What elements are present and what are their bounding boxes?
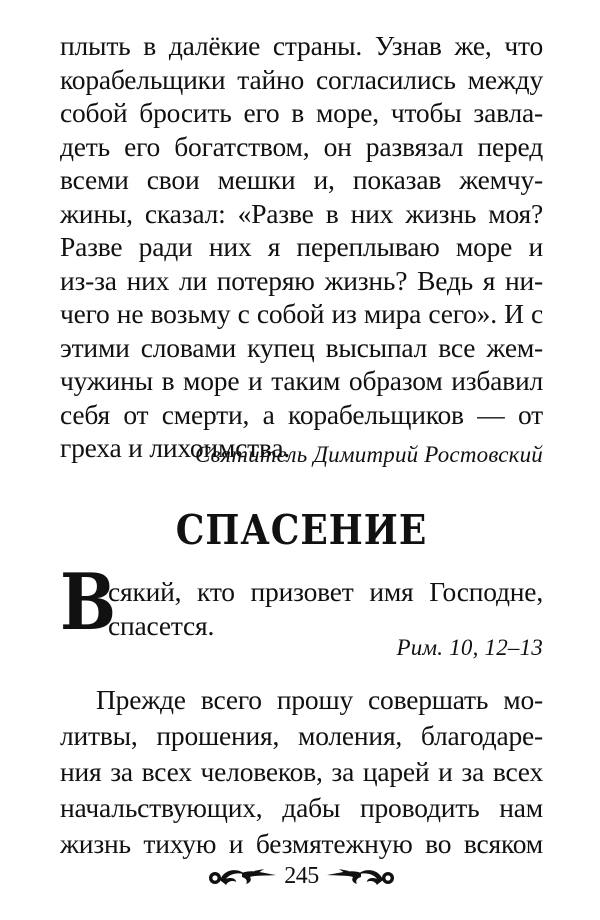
scroll-ornament-left-icon (206, 863, 278, 889)
text-line: Разве ради них я переплываю море и (60, 231, 543, 262)
text-line: этими словами купец высыпал все жем- (60, 331, 543, 363)
text-line: начальствующих, дабы проводить нам (60, 792, 543, 823)
text-line: из-за них ли потеряю жизнь? Ведь я ни- (60, 264, 543, 296)
text-line: жины, сказал: «Разве в них жизнь моя? (60, 197, 543, 229)
epigraph-line: спасется. (108, 610, 215, 641)
drop-cap: В (60, 557, 117, 648)
text-line: себя от смерти, а корабельщиков — от (60, 398, 543, 430)
text-line: греха и лихоимства. (60, 432, 291, 463)
chapter-heading: СПАСЕНИЕ (175, 505, 428, 555)
text-line: литвы, прошения, моления, благодаре- (60, 720, 543, 751)
author-attribution: Святитель Димитрий Ростовский (195, 442, 543, 467)
epigraph-line: сякий, кто призовет имя Господне, (108, 576, 543, 607)
text-line: жизнь тихую и безмятежную во всяком (60, 828, 543, 859)
text-line: корабельщики тайно согласились между (60, 63, 543, 95)
page-number: 245 (284, 863, 319, 889)
text-line: чего не возьму с собой из мира сего». И с (60, 298, 543, 329)
page-footer (60, 858, 543, 894)
text-line: чужины в море и таким образом избавил (60, 365, 543, 396)
text-line: ния за всех человеков, за царей и за всех (60, 756, 543, 787)
text-line: плыть в далёкие страны. Узнав же, что (60, 30, 543, 61)
text-line: деть его богатством, он развязал перед (60, 130, 543, 162)
scroll-ornament-right-icon (325, 863, 397, 889)
text-line: всеми свои мешки и, показав жемчу- (60, 164, 543, 195)
text-line: Прежде всего прошу совершать мо- (96, 684, 543, 715)
text-line: собой бросить его в море, чтобы завла- (60, 97, 543, 128)
book-page (60, 0, 543, 920)
scripture-reference: Рим. 10, 12–13 (396, 635, 543, 660)
